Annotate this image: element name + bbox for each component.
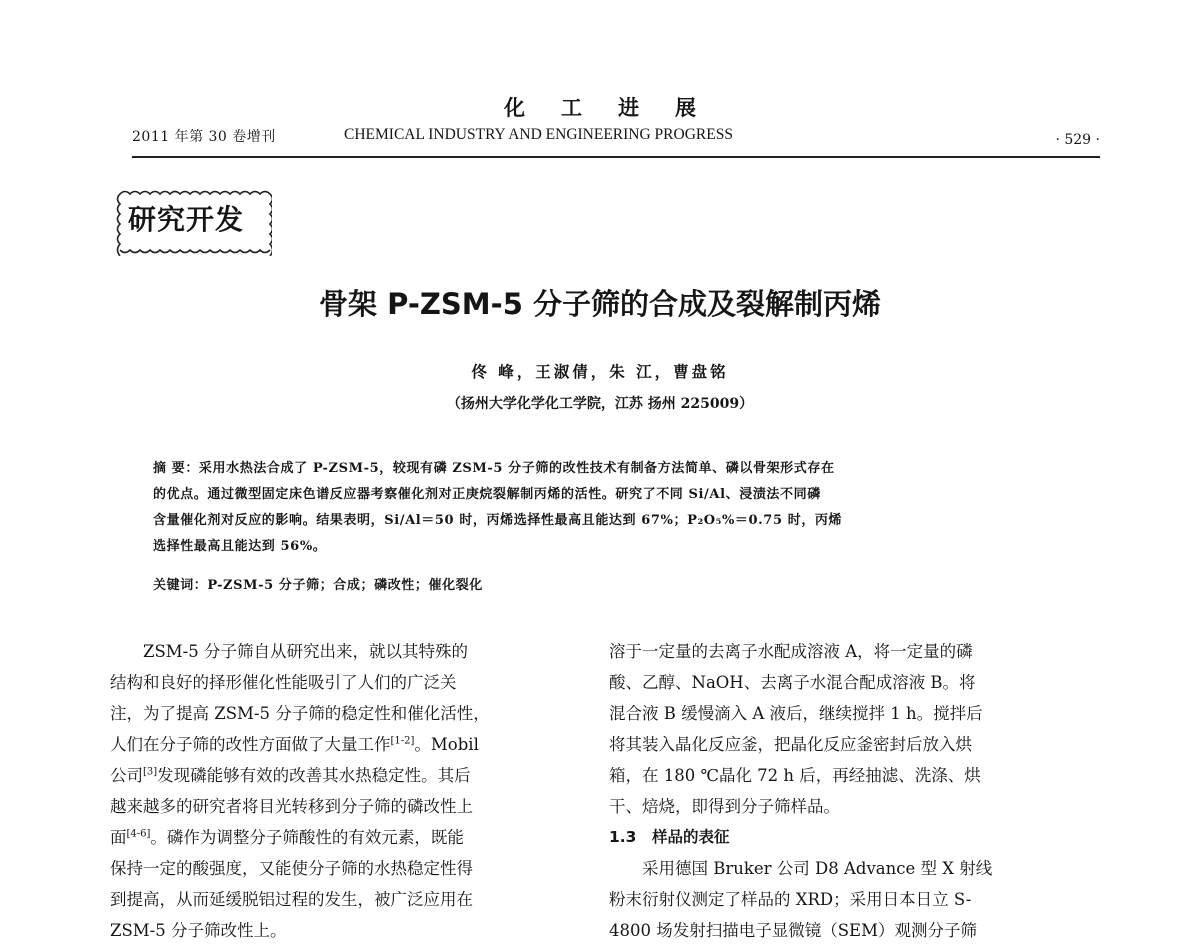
body-line: 溶于一定量的去离子水配成溶液 A，将一定量的磷: [609, 642, 973, 661]
abstract-line: 摘 要：采用水热法合成了 P-ZSM-5，较现有磷 ZSM-5 分子筛的改性技术有制备方法简单、磷以骨架形式存在: [153, 461, 835, 476]
header-rule: [132, 156, 1100, 158]
body-text: 人们在分子筛的改性方面做了大量工作: [110, 735, 391, 754]
body-text: 面: [110, 828, 127, 847]
body-text: 。Mobil: [414, 735, 479, 754]
body-column-right: [609, 636, 1099, 946]
keywords: 关键词：P-ZSM-5 分子筛；合成；磷改性；催化裂化: [153, 578, 483, 593]
body-line: 将其装入晶化反应釜，把晶化反应釜密封后放入烘: [609, 735, 972, 754]
body-line: ZSM-5 分子筛改性上。: [110, 921, 287, 940]
body-text: 发现磷能够有效的改善其水热稳定性。其后: [157, 766, 471, 785]
author-list: 佟 峰，王淑倩，朱 江，曹盘铭: [471, 362, 729, 381]
article-title: 骨架 P-ZSM-5 分子筛的合成及裂解制丙烯: [319, 287, 881, 321]
citation: [3]: [143, 766, 158, 778]
body-line: [110, 822, 578, 853]
body-line: 酸、乙醇、NaOH、去离子水混合配成溶液 B。将: [609, 673, 976, 692]
affiliation: （扬州大学化学化工学院，江苏 扬州 225009）: [446, 396, 754, 412]
body-line: 混合液 B 缓慢滴入 A 液后，继续搅拌 1 h。搅拌后: [609, 704, 983, 723]
body-line: [110, 760, 578, 791]
body-line: 箱，在 180 ℃晶化 72 h 后，再经抽滤、洗涤、烘: [609, 766, 981, 785]
abstract: [153, 456, 1063, 560]
body-text: 。磷作为调整分子筛酸性的有效元素，既能: [150, 828, 464, 847]
journal-title-cn: 化工进展: [504, 95, 732, 120]
body-line: 到提高，从而延缓脱铝过程的发生，被广泛应用在: [110, 890, 473, 909]
section-heading: 1.3 样品的表征: [609, 828, 730, 846]
body-column-left: [110, 636, 578, 946]
section-stamp: [114, 188, 272, 256]
body-line: 采用德国 Bruker 公司 D8 Advance 型 X 射线: [609, 859, 993, 878]
section-label: 研究开发: [128, 203, 245, 236]
body-line: 粉末衍射仪测定了样品的 XRD；采用日本日立 S-: [609, 890, 972, 909]
body-line: 4800 场发射扫描电子显微镜（SEM）观测分子筛: [609, 921, 977, 940]
page-number: · 529 ·: [1055, 132, 1100, 148]
abstract-line: 选择性最高且能达到 56%。: [153, 539, 327, 554]
citation: [1-2]: [390, 735, 415, 747]
citation: [4-6]: [126, 828, 151, 840]
issue-info: 2011 年第 30 卷增刊: [132, 129, 276, 145]
abstract-line: 的优点。通过微型固定床色谱反应器考察催化剂对正庚烷裂解制丙烯的活性。研究了不同 Si/Al、浸渍法不同磷: [153, 487, 821, 502]
abstract-line: 含量催化剂对反应的影响。结果表明，Si/Al＝50 时，丙烯选择性最高且能达到 67%；P₂O₅%＝0.75 时，丙烯: [153, 513, 843, 528]
body-line: 注，为了提高 ZSM-5 分子筛的稳定性和催化活性，: [110, 704, 490, 723]
body-line: 干、焙烧，即得到分子筛样品。: [609, 797, 840, 816]
journal-title-en: CHEMICAL INDUSTRY AND ENGINEERING PROGRESS: [344, 126, 733, 143]
running-header: [132, 126, 1100, 154]
body-line: [110, 729, 578, 760]
body-line: 结构和良好的择形催化性能吸引了人们的广泛关: [110, 673, 457, 692]
body-line: 保持一定的酸强度，又能使分子筛的水热稳定性得: [110, 859, 473, 878]
body-line: 越来越多的研究者将目光转移到分子筛的磷改性上: [110, 797, 473, 816]
body-text: 公司: [110, 766, 143, 785]
body-line: ZSM-5 分子筛自从研究出来，就以其特殊的: [110, 642, 468, 661]
